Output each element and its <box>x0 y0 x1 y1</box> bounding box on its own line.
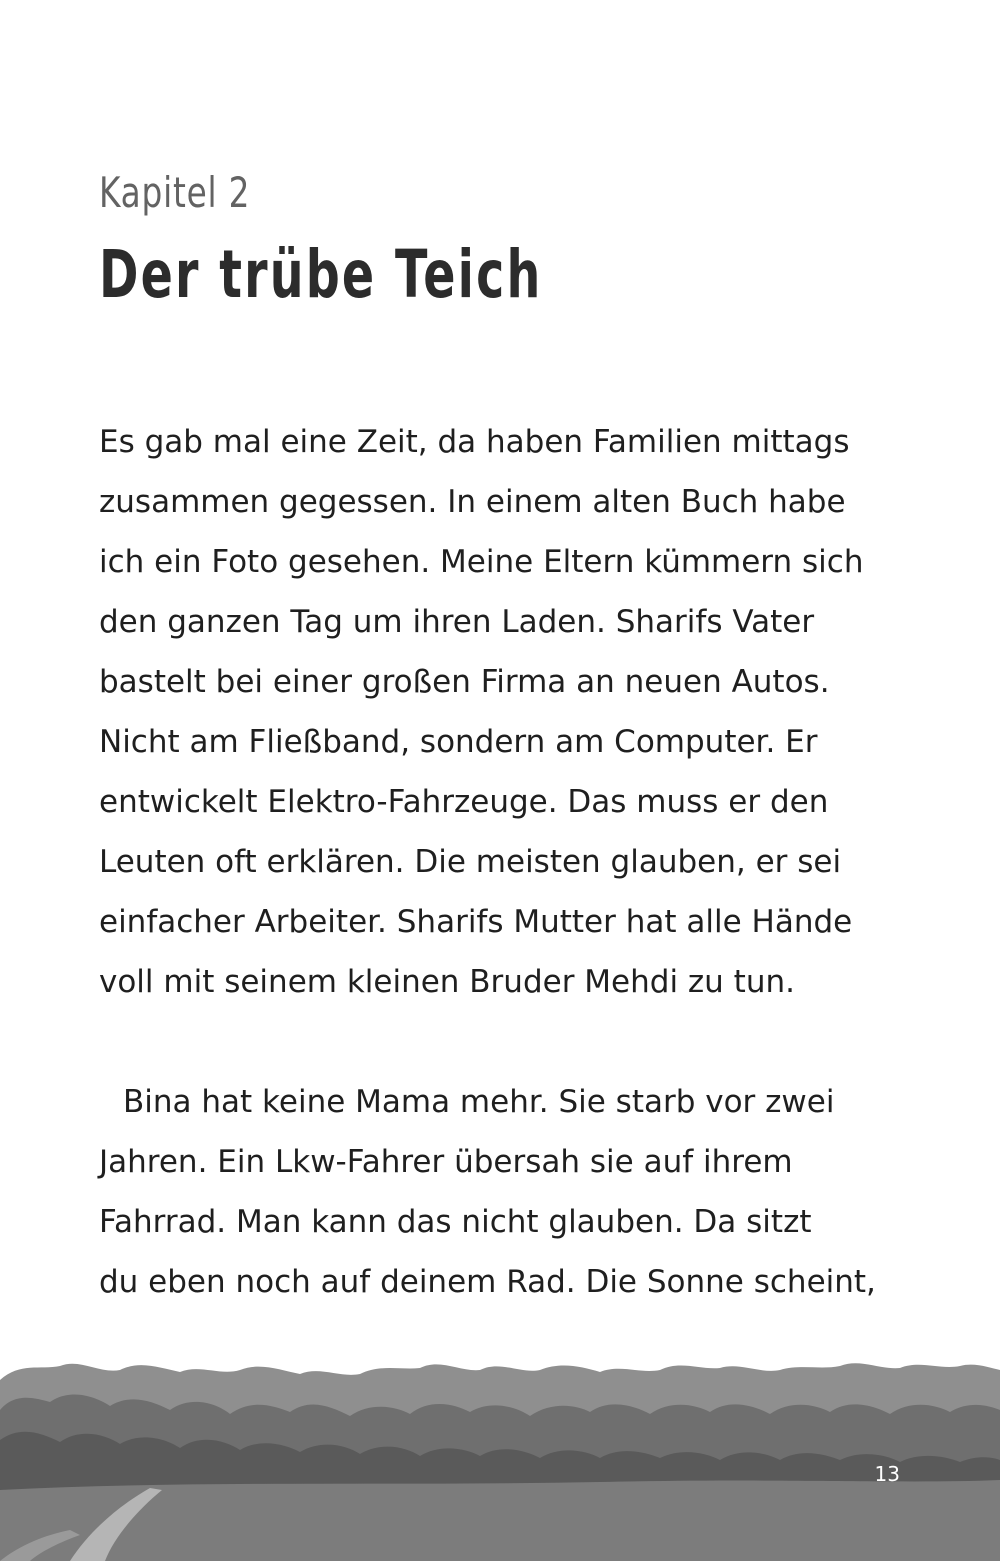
text-line: Bina hat keine Mama mehr. Sie starb vor zwei <box>123 1084 835 1120</box>
text-line: den ganzen Tag um ihren Laden. Sharifs Vater <box>99 604 815 640</box>
text-line: ich ein Foto gesehen. Meine Eltern kümmern sich <box>99 544 864 580</box>
chapter-label: Kapitel 2 <box>99 168 251 217</box>
text-line: Leuten oft erklären. Die meisten glauben, er sei <box>99 844 842 880</box>
text-line: voll mit seinem kleinen Bruder Mehdi zu tun. <box>99 964 795 1000</box>
text-line: Es gab mal eine Zeit, da haben Familien mittags <box>99 424 850 460</box>
text-line: zusammen gegessen. In einem alten Buch habe <box>99 484 846 520</box>
paragraph-2 <box>99 1072 899 1312</box>
text-line: Jahren. Ein Lkw-Fahrer übersah sie auf ihrem <box>99 1144 793 1180</box>
page-number: 13 <box>874 1462 900 1486</box>
text-line: entwickelt Elektro-Fahrzeuge. Das muss er den <box>99 784 829 820</box>
text-line: du eben noch auf deinem Rad. Die Sonne scheint, <box>99 1264 876 1300</box>
text-line: Fahrrad. Man kann das nicht glauben. Da sitzt <box>99 1204 812 1240</box>
text-line: Nicht am Fließband, sondern am Computer. Er <box>99 724 818 760</box>
landscape-illustration <box>0 1340 1000 1561</box>
text-line: bastelt bei einer großen Firma an neuen Autos. <box>99 664 830 700</box>
text-line: einfacher Arbeiter. Sharifs Mutter hat alle Hände <box>99 904 853 940</box>
chapter-title: Der trübe Teich <box>99 236 543 313</box>
paragraph-1 <box>99 412 899 1012</box>
